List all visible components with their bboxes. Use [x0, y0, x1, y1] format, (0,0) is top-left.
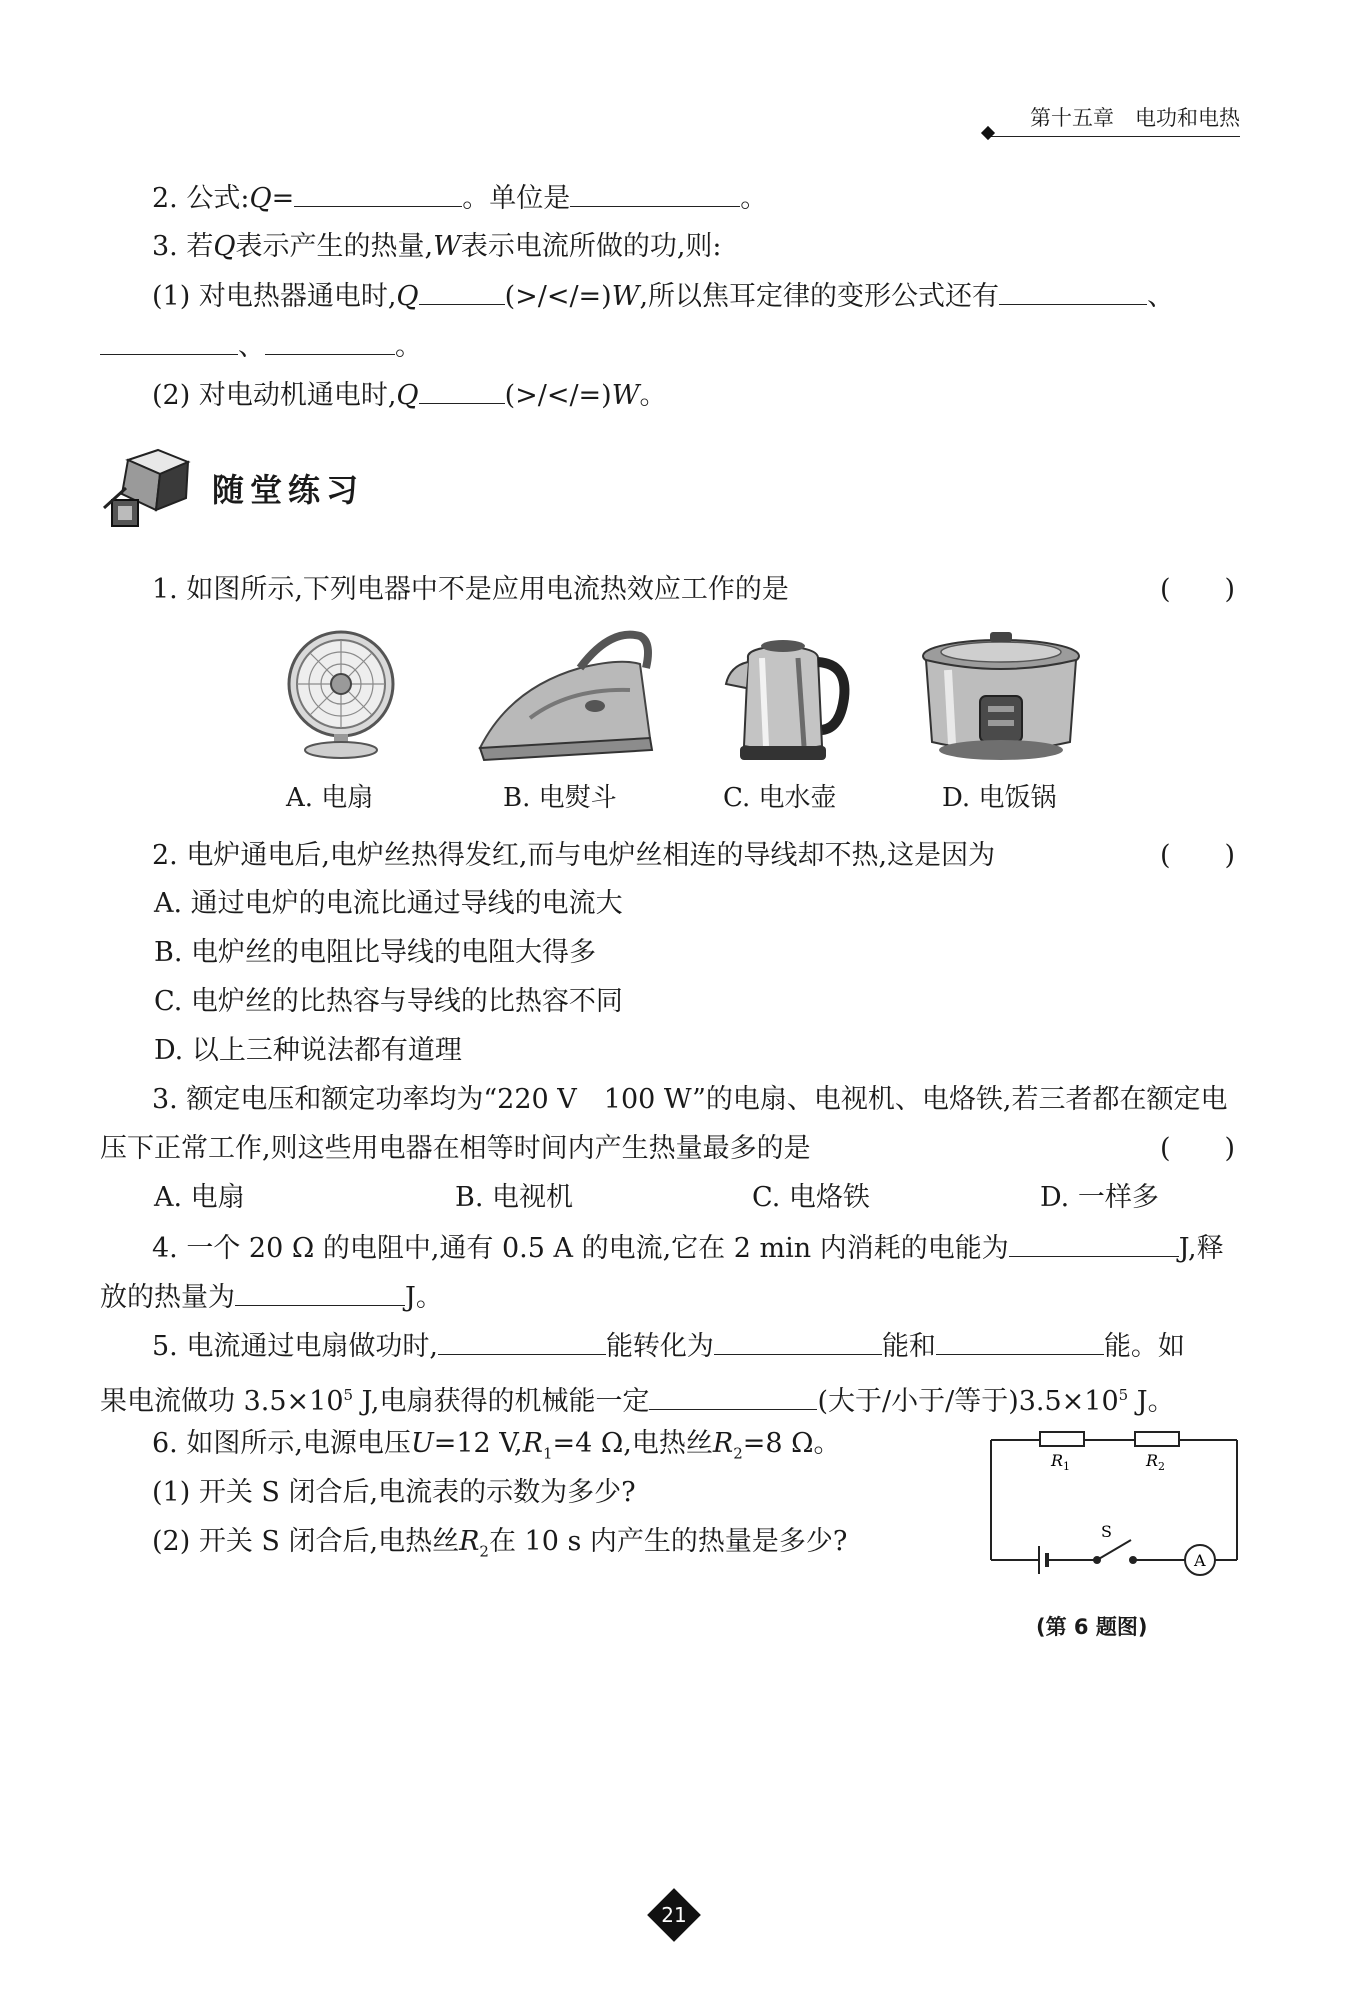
q2-option-d[interactable]: D. 以上三种说法都有道理: [154, 1035, 462, 1066]
q5-line-2-text: 果电流做功 3.5×10: [100, 1386, 344, 1417]
formula-q3-2-w: W: [611, 380, 640, 411]
formula-blank-2[interactable]: [570, 178, 740, 207]
q3-option-d[interactable]: D. 一样多: [1040, 1182, 1159, 1213]
formula-q3-prefix: 3. 若: [152, 231, 214, 262]
electric-fan-image: [282, 628, 400, 760]
q1-option-d[interactable]: D. 电饭锅: [942, 783, 1057, 813]
q4-line-1: [152, 1228, 1224, 1269]
q6-sub2-text: (2) 开关 S 闭合后,电热丝: [152, 1526, 460, 1557]
formula-q3-1-q: Q: [396, 281, 419, 312]
chapter-header: 第十五章 电功和电热: [985, 100, 1240, 137]
formula-q3-2-end: 。: [639, 380, 667, 411]
q5-blank-3[interactable]: [936, 1326, 1104, 1355]
q6-sub2-r: R: [459, 1526, 480, 1557]
q5-line-1-b: 能和: [881, 1331, 936, 1362]
formula-blank-3[interactable]: [419, 276, 505, 305]
q3-answer-paren[interactable]: ( ): [1160, 1133, 1236, 1164]
q5-exponent-1: 5: [343, 1386, 354, 1404]
q6-sub2-post: 在 10 s 内产生的热量是多少?: [488, 1526, 848, 1557]
q5-blank-2[interactable]: [714, 1326, 882, 1355]
formula-q2-prefix: 2. 公式:: [152, 183, 250, 214]
formula-q3-1-sep: 、: [1147, 281, 1175, 312]
q6-r2-sub: 2: [733, 1444, 743, 1463]
q1-text: 1. 如图所示,下列电器中不是应用电流热效应工作的是: [152, 574, 789, 605]
formula-q2-end: 。: [740, 183, 768, 214]
rice-cooker-image: [918, 626, 1084, 768]
q5-line-2-c: J。: [1128, 1386, 1175, 1417]
q6-u: U: [410, 1428, 434, 1459]
q4-line-2-unit: J。: [405, 1282, 443, 1313]
circuit-diagram: [985, 1420, 1245, 1580]
formula-q3-2-compare: (>/</=): [504, 380, 612, 411]
q3-option-a[interactable]: A. 电扇: [154, 1182, 245, 1213]
page-number: 21: [661, 1903, 687, 1927]
q3-line-1: 3. 额定电压和额定功率均为“220 V 100 W”的电扇、电视机、电烙铁,若三者都在额定电: [152, 1084, 1228, 1115]
q5-line-2-a: J,电扇获得的机械能一定: [353, 1386, 650, 1417]
formula-blank-5[interactable]: [100, 326, 238, 355]
formula-blank-4[interactable]: [999, 276, 1147, 305]
formula-blank-1[interactable]: [294, 178, 462, 207]
formula-q3-2-prefix: (2) 对电动机通电时,: [152, 380, 397, 411]
resistor-r2: [1135, 1432, 1179, 1446]
q5-blank-1[interactable]: [438, 1326, 606, 1355]
q5-line-1-a: 能转化为: [605, 1331, 714, 1362]
formula-q2-eq: =: [271, 183, 295, 214]
circuit-label-switch: S: [1101, 1522, 1112, 1541]
q2-option-b[interactable]: B. 电炉丝的电阻比导线的电阻大得多: [154, 937, 597, 968]
q5-exponent-2: 5: [1118, 1386, 1129, 1404]
formula-q3-1-prefix: (1) 对电热器通电时,: [152, 281, 397, 312]
q2-text: 2. 电炉通电后,电炉丝热得发红,而与电炉丝相连的导线却不热,这是因为: [152, 840, 996, 871]
circuit-label-ammeter: A: [1194, 1551, 1206, 1570]
q6-sub-question-1: (1) 开关 S 闭合后,电流表的示数为多少?: [152, 1477, 636, 1508]
formula-blank-6[interactable]: [265, 326, 395, 355]
circuit-label-r1: $R_1$: [1051, 1451, 1071, 1473]
q6-line-1-b: =4 Ω,电热丝: [552, 1428, 713, 1459]
q6-line-1-c: =8 Ω。: [742, 1428, 841, 1459]
formula-q2-q: Q: [249, 183, 272, 214]
section-title: 随堂练习: [212, 471, 365, 509]
section-cube-icon: [98, 448, 194, 532]
formula-line-q3: [152, 227, 722, 267]
formula-q3-2-q: Q: [396, 380, 419, 411]
formula-q3-q: Q: [213, 231, 236, 262]
formula-q3-1-compare: (>/</=): [504, 281, 612, 312]
formula-q2-unit-label: 。单位是: [462, 183, 571, 214]
formula-q3-b: 表示电流所做的功,则:: [460, 231, 722, 262]
circuit-label-r2: $R_2$: [1146, 1451, 1166, 1473]
q6-r1-sub: 1: [542, 1444, 553, 1463]
q5-line-2-b: (大于/小于/等于)3.5×10: [817, 1386, 1119, 1417]
q2-answer-paren[interactable]: ( ): [1160, 840, 1236, 871]
formula-q3-1-w: W: [611, 281, 640, 312]
q3-option-b[interactable]: B. 电视机: [455, 1182, 574, 1213]
q1-option-c[interactable]: C. 电水壶: [723, 783, 837, 813]
formula-q3-1-end: 。: [395, 331, 422, 362]
q3-option-c[interactable]: C. 电烙铁: [752, 1182, 870, 1213]
formula-q3-w: W: [433, 231, 461, 262]
q5-line-1: [152, 1326, 1185, 1367]
q2-option-a[interactable]: A. 通过电炉的电流比通过导线的电流大: [154, 888, 623, 919]
q1-answer-paren[interactable]: ( ): [1160, 574, 1236, 605]
formula-q3-a: 表示产生的热量,: [235, 231, 434, 262]
q1-option-b[interactable]: B. 电熨斗: [503, 783, 617, 813]
q3-line-2: 压下正常工作,则这些用电器在相等时间内产生热量最多的是: [100, 1133, 811, 1164]
q5-line-2: [100, 1375, 1175, 1422]
formula-q3-1-sep2: 、: [238, 331, 265, 362]
q1-option-a[interactable]: A. 电扇: [286, 783, 374, 813]
q6-sub2-r-sub: 2: [479, 1542, 489, 1561]
q5-blank-4[interactable]: [649, 1381, 817, 1410]
q6-r2: R: [712, 1428, 734, 1459]
q2-option-c[interactable]: C. 电炉丝的比热容与导线的比热容不同: [154, 986, 623, 1017]
electric-kettle-image: [722, 628, 852, 768]
q4-line-1-unit: J,释: [1178, 1233, 1224, 1264]
formula-line-q3-2: [152, 375, 666, 416]
q4-line-1-text: 4. 一个 20 Ω 的电阻中,通有 0.5 A 的电流,它在 2 min 内消耗的电能为: [152, 1233, 1009, 1264]
formula-line-q3-1: [152, 276, 1174, 317]
formula-q3-1-post: ,所以焦耳定律的变形公式还有: [639, 281, 1000, 312]
electric-iron-image: [470, 628, 660, 768]
formula-blank-7[interactable]: [419, 375, 505, 404]
q6-line-1: [152, 1424, 841, 1473]
q6-figure-label: (第 6 题图): [1036, 1615, 1148, 1639]
q6-sub-question-2: [152, 1522, 847, 1571]
q4-blank-1[interactable]: [1009, 1228, 1179, 1257]
q5-line-1-text: 5. 电流通过电扇做功时,: [152, 1331, 438, 1362]
switch-s: [1097, 1540, 1131, 1560]
q6-line-1-text: 6. 如图所示,电源电压: [152, 1428, 411, 1459]
q6-r1: R: [522, 1428, 543, 1459]
formula-line-q2: [152, 178, 767, 219]
q6-line-1-a: =12 V,: [433, 1428, 523, 1459]
resistor-r1: [1040, 1432, 1084, 1446]
q4-line-2-text: 放的热量为: [100, 1282, 235, 1313]
q5-line-1-c: 能。如: [1103, 1331, 1185, 1362]
q4-line-2: [100, 1277, 443, 1318]
q4-blank-2[interactable]: [235, 1277, 405, 1306]
formula-line-q3-1-cont: [100, 326, 422, 367]
